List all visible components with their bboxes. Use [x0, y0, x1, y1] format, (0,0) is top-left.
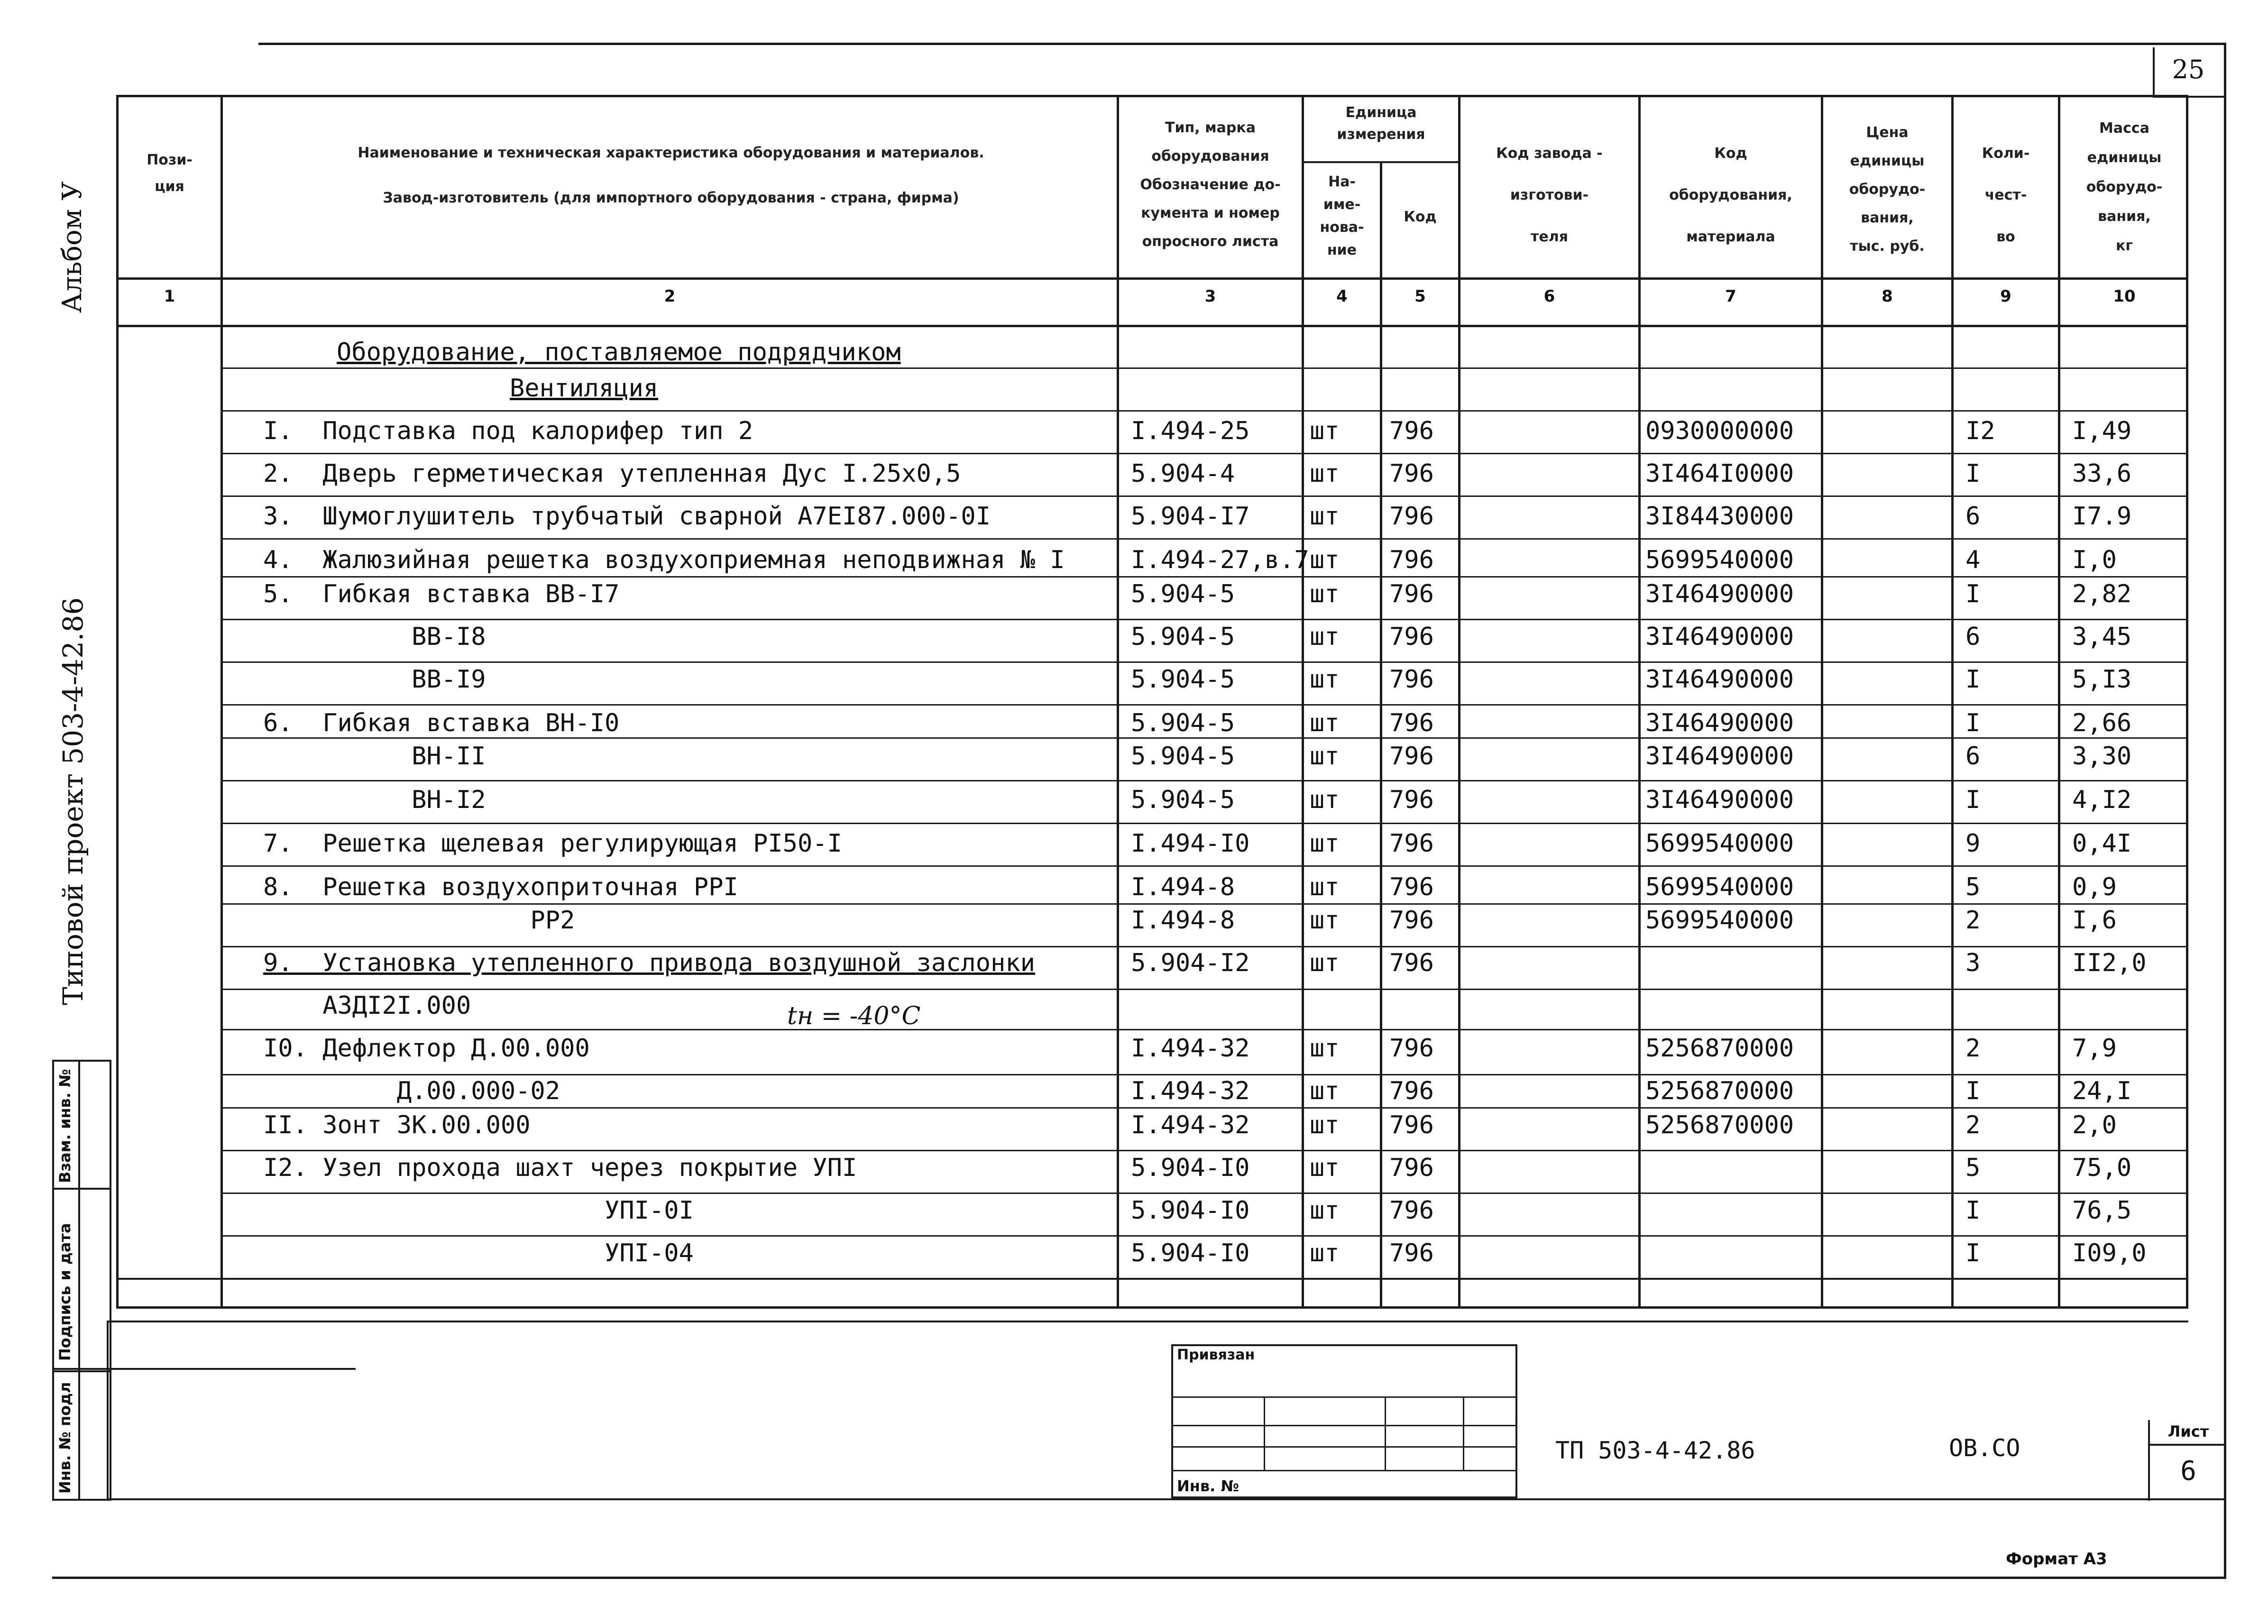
item-unit: шт — [1310, 1111, 1340, 1139]
side-stamp-divider — [78, 1060, 80, 1501]
item-doc: 5.904-5 — [1131, 709, 1235, 737]
side-stamp-h1 — [52, 1188, 111, 1190]
row-divider — [220, 903, 2188, 905]
item-unit: шт — [1310, 873, 1340, 901]
item-doc: I.494-32 — [1131, 1034, 1250, 1063]
item-doc: 5.904-I0 — [1131, 1239, 1250, 1267]
sheet-label: Лист — [2167, 1422, 2209, 1440]
header-col2-line2: Завод-изготовитель (для импортного оборудования - страна, фирма) — [383, 190, 959, 206]
item-unit: шт — [1310, 1196, 1340, 1225]
side-stamp-ext-top — [52, 1368, 356, 1370]
item-unit-code: 796 — [1389, 1154, 1434, 1182]
header-col10: Масса единицы оборудо- вания, кг — [2086, 120, 2163, 254]
item-mass: 33,6 — [2072, 459, 2132, 488]
item-quantity: 2 — [1965, 906, 1981, 935]
item-unit: шт — [1310, 906, 1340, 935]
item-doc: 5.904-I7 — [1131, 502, 1250, 531]
header-col2-line1: Наименование и техническая характеристика оборудования и материалов. — [358, 145, 984, 161]
item-equipment-code: 3I46490000 — [1645, 623, 1794, 651]
item-mass: 5,I3 — [2072, 665, 2132, 694]
item-unit-code: 796 — [1389, 1034, 1434, 1063]
row-divider — [220, 1193, 2188, 1194]
stamp-top-line — [107, 1321, 2188, 1322]
item-unit: шт — [1310, 417, 1340, 445]
item-mass: I7.9 — [2072, 502, 2132, 531]
item-name: 7. Решетка щелевая регулирующая PI50-I — [263, 829, 842, 858]
item-unit: шт — [1310, 1034, 1340, 1063]
item-unit-code: 796 — [1389, 786, 1434, 814]
item-doc: 5.904-5 — [1131, 742, 1235, 771]
item-doc: I.494-32 — [1131, 1077, 1250, 1105]
item-mass: 76,5 — [2072, 1196, 2132, 1225]
item-unit: шт — [1310, 1239, 1340, 1267]
item-unit-code: 796 — [1389, 665, 1434, 694]
item-doc: I.494-32 — [1131, 1111, 1250, 1139]
col-number-8: 8 — [1882, 287, 1893, 306]
header-col9: Коли- чест- во — [1982, 145, 2030, 245]
item-name: АЗДI2I.000 — [263, 991, 471, 1020]
header-col45-group: Единица измерения — [1337, 104, 1425, 143]
header-col8: Цена единицы оборудо- вания, тыс. руб. — [1849, 124, 1926, 255]
item-unit: шт — [1310, 786, 1340, 814]
item-unit-code: 796 — [1389, 1239, 1434, 1267]
item-doc: 5.904-I0 — [1131, 1154, 1250, 1182]
item-equipment-code: 5699540000 — [1645, 906, 1794, 935]
item-name: ВН-I2 — [263, 786, 486, 814]
item-unit-code: 796 — [1389, 1111, 1434, 1139]
item-mass: 0,9 — [2072, 873, 2117, 901]
item-unit: шт — [1310, 546, 1340, 574]
item-equipment-code: 5699540000 — [1645, 829, 1794, 858]
item-quantity: 9 — [1965, 829, 1981, 858]
item-mass: II2,0 — [2072, 949, 2147, 977]
item-mass: 3,30 — [2072, 742, 2132, 771]
item-doc: 5.904-5 — [1131, 623, 1235, 651]
header-col7: Код оборудования, материала — [1669, 145, 1792, 245]
item-name: 8. Решетка воздухоприточная PPI — [263, 873, 738, 901]
item-doc: 5.904-5 — [1131, 580, 1235, 608]
item-mass: I09,0 — [2072, 1239, 2147, 1267]
privyazan-v2 — [1385, 1396, 1386, 1470]
item-quantity: 6 — [1965, 742, 1981, 771]
inv-no-label: Инв. № — [1177, 1477, 1239, 1495]
col-number-3: 3 — [1204, 287, 1216, 306]
item-quantity: I — [1965, 786, 1981, 814]
item-mass: 24,I — [2072, 1077, 2132, 1105]
row-divider — [220, 865, 2188, 867]
item-doc: I.494-27,в.7 — [1131, 546, 1309, 574]
item-unit-code: 796 — [1389, 580, 1434, 608]
row-divider — [220, 989, 2188, 990]
item-mass: 2,66 — [2072, 709, 2132, 737]
item-unit: шт — [1310, 829, 1340, 858]
item-quantity: 6 — [1965, 623, 1981, 651]
item-quantity: I — [1965, 580, 1981, 608]
item-quantity: I — [1965, 1239, 1981, 1267]
item-name: 3. Шумоглушитель трубчатый сварной А7ЕI87.000-0I — [263, 502, 991, 531]
item-unit-code: 796 — [1389, 1196, 1434, 1225]
item-mass: 7,9 — [2072, 1034, 2117, 1063]
row-divider — [220, 823, 2188, 824]
item-unit: шт — [1310, 709, 1340, 737]
item-doc: 5.904-5 — [1131, 786, 1235, 814]
col-line-3 — [1302, 95, 1304, 1309]
temperature-note: tн = -40°С — [787, 1002, 921, 1030]
header-col4: На- име- нова- ние — [1320, 174, 1364, 258]
item-name: I0. Дефлектор Д.00.000 — [263, 1034, 590, 1063]
item-name: ВН-II — [263, 742, 486, 771]
row-divider — [220, 1150, 2188, 1151]
item-unit-code: 796 — [1389, 459, 1434, 488]
item-doc: 5.904-5 — [1131, 665, 1235, 694]
item-quantity: 2 — [1965, 1034, 1981, 1063]
item-quantity: 3 — [1965, 949, 1981, 977]
item-unit-code: 796 — [1389, 742, 1434, 771]
privyazan-h2 — [1171, 1425, 1517, 1426]
col-number-10: 10 — [2113, 287, 2136, 306]
subsection-title: Вентиляция — [510, 374, 659, 403]
item-unit: шт — [1310, 623, 1340, 651]
item-equipment-code: 0930000000 — [1645, 417, 1794, 445]
row-divider — [220, 1074, 2188, 1075]
stamp-left-line — [107, 1321, 109, 1501]
item-mass: 75,0 — [2072, 1154, 2132, 1182]
item-name: Д.00.000-02 — [263, 1077, 560, 1105]
item-unit: шт — [1310, 459, 1340, 488]
col-line-5 — [1458, 95, 1460, 1309]
col-line-1 — [220, 95, 223, 1309]
item-equipment-code: 3I46490000 — [1645, 709, 1794, 737]
item-unit: шт — [1310, 502, 1340, 531]
privyazan-h1 — [1171, 1396, 1517, 1398]
privyazan-h3 — [1171, 1446, 1517, 1448]
row-divider — [220, 538, 2188, 540]
bottom-border-line — [52, 1577, 2226, 1579]
item-name: 4. Жалюзийная решетка воздухоприемная неподвижная № I — [263, 546, 1065, 574]
subsection-row-line — [220, 410, 2188, 412]
format-label: Формат А3 — [2006, 1550, 2107, 1569]
item-quantity: I — [1965, 709, 1981, 737]
right-border-line — [2224, 43, 2226, 1579]
sheet-cell-mid — [2148, 1444, 2226, 1446]
col-number-6: 6 — [1543, 287, 1555, 306]
item-quantity: 5 — [1965, 873, 1981, 901]
item-unit-code: 796 — [1389, 1077, 1434, 1105]
item-mass: 4,I2 — [2072, 786, 2132, 814]
sheet-number: 25 — [2172, 55, 2205, 84]
sheet-cell-left — [2148, 1420, 2150, 1501]
row-divider — [220, 737, 2188, 739]
unit-group-line — [1302, 161, 1460, 163]
stamp-bottom-line — [107, 1498, 2226, 1500]
row-divider — [220, 780, 2188, 781]
item-unit-code: 796 — [1389, 417, 1434, 445]
col-line-2 — [1117, 95, 1119, 1309]
item-unit-code: 796 — [1389, 623, 1434, 651]
item-name: PP2 — [263, 906, 575, 935]
item-unit-code: 796 — [1389, 873, 1434, 901]
item-quantity: I — [1965, 459, 1981, 488]
item-equipment-code: 3I46490000 — [1645, 742, 1794, 771]
item-name: 6. Гибкая вставка ВН-I0 — [263, 709, 620, 737]
item-name: ВВ-I9 — [263, 665, 486, 694]
item-equipment-code: 3I84430000 — [1645, 502, 1794, 531]
item-unit-code: 796 — [1389, 829, 1434, 858]
item-equipment-code: 5699540000 — [1645, 873, 1794, 901]
item-mass: I,49 — [2072, 417, 2132, 445]
col-number-7: 7 — [1725, 287, 1736, 306]
row-divider — [220, 1235, 2188, 1237]
row-divider — [220, 946, 2188, 947]
item-name: 5. Гибкая вставка ВВ-I7 — [263, 580, 620, 608]
side-inv-label: Инв. № подл — [56, 1382, 74, 1494]
side-podpis-label: Подпись и дата — [56, 1223, 74, 1361]
item-unit-code: 796 — [1389, 906, 1434, 935]
item-equipment-code: 5256870000 — [1645, 1111, 1794, 1139]
project-label: Типовой проект 503-4-42.86 — [57, 597, 89, 1005]
privyazan-v3 — [1463, 1396, 1464, 1470]
sheet-box-left — [2153, 47, 2155, 97]
item-quantity: 2 — [1965, 1111, 1981, 1139]
header-col3: Тип, марка оборудования Обозначение до- кумента и номер опросного листа — [1140, 119, 1281, 250]
side-stamp-h2 — [52, 1370, 111, 1372]
row-divider — [220, 1029, 2188, 1030]
item-unit: шт — [1310, 949, 1340, 977]
section-row-line — [220, 367, 2188, 369]
item-unit: шт — [1310, 665, 1340, 694]
row-divider — [220, 495, 2188, 497]
row-divider — [220, 619, 2188, 620]
col-number-4: 4 — [1336, 287, 1348, 306]
item-name: УПI-04 — [263, 1239, 694, 1267]
item-quantity: I — [1965, 1196, 1981, 1225]
item-equipment-code: 3I46490000 — [1645, 786, 1794, 814]
section-title: Оборудование, поставляемое подрядчиком — [337, 338, 901, 367]
header-col1: Пози- ция — [147, 152, 193, 195]
item-unit-code: 796 — [1389, 709, 1434, 737]
item-name: I2. Узел прохода шахт через покрытие УПI — [263, 1154, 857, 1182]
privyazan-box — [1171, 1344, 1517, 1498]
item-quantity: 4 — [1965, 546, 1981, 574]
item-mass: 3,45 — [2072, 623, 2132, 651]
col-number-5: 5 — [1414, 287, 1426, 306]
col-number-2: 2 — [664, 287, 676, 306]
item-unit: шт — [1310, 580, 1340, 608]
item-unit-code: 796 — [1389, 949, 1434, 977]
item-name: УПI-0I — [263, 1196, 694, 1225]
item-quantity: 6 — [1965, 502, 1981, 531]
side-vzam-label: Взам. инв. № — [56, 1069, 74, 1183]
item-mass: 2,82 — [2072, 580, 2132, 608]
item-unit: шт — [1310, 742, 1340, 771]
album-label: Альбом У — [57, 181, 88, 313]
item-name: 2. Дверь герметическая утепленная Дус I.25x0,5 — [263, 459, 961, 488]
item-equipment-code: 5256870000 — [1645, 1077, 1794, 1105]
item-unit-code: 796 — [1389, 502, 1434, 531]
privyazan-v1 — [1264, 1396, 1265, 1470]
header-col6: Код завода - изготови- теля — [1496, 145, 1603, 245]
item-mass: I,0 — [2072, 546, 2117, 574]
item-quantity: 5 — [1965, 1154, 1981, 1182]
col-line-6 — [1638, 95, 1641, 1309]
item-equipment-code: 5699540000 — [1645, 546, 1794, 574]
item-quantity: I — [1965, 665, 1981, 694]
table-bottom-inner-line — [116, 1278, 2188, 1280]
item-mass: 2,0 — [2072, 1111, 2117, 1139]
item-equipment-code: 5256870000 — [1645, 1034, 1794, 1063]
item-quantity: I2 — [1965, 417, 1995, 445]
item-doc: I.494-8 — [1131, 906, 1235, 935]
row-divider — [220, 453, 2188, 454]
row-divider — [220, 704, 2188, 706]
header-col5: Код — [1404, 209, 1437, 225]
item-unit: шт — [1310, 1077, 1340, 1105]
sheet-value: 6 — [2180, 1456, 2196, 1486]
item-doc: I.494-25 — [1131, 417, 1250, 445]
document-mark: ОВ.СО — [1949, 1434, 2020, 1462]
item-doc: 5.904-I2 — [1131, 949, 1250, 977]
item-mass: 0,4I — [2072, 829, 2132, 858]
item-mass: I,6 — [2072, 906, 2117, 935]
item-name: 9. Установка утепленного привода воздушной заслонки — [263, 949, 1035, 977]
row-divider — [220, 1107, 2188, 1109]
item-doc: I.494-I0 — [1131, 829, 1250, 858]
item-name: ВВ-I8 — [263, 623, 486, 651]
col-line-4 — [1380, 161, 1382, 1309]
item-doc: I.494-8 — [1131, 873, 1235, 901]
row-divider — [220, 661, 2188, 663]
row-divider — [220, 576, 2188, 578]
designation: ТП 503-4-42.86 — [1555, 1437, 1755, 1464]
item-doc: 5.904-I0 — [1131, 1196, 1250, 1225]
col-number-1: 1 — [164, 287, 175, 306]
header-bottom-line — [116, 277, 2188, 280]
col-number-9: 9 — [2000, 287, 2011, 306]
item-unit-code: 796 — [1389, 546, 1434, 574]
privyazan-label: Привязан — [1177, 1347, 1255, 1363]
col-line-7 — [1821, 95, 1823, 1309]
item-quantity: I — [1965, 1077, 1981, 1105]
item-unit: шт — [1310, 1154, 1340, 1182]
item-name: II. Зонт ЗК.00.000 — [263, 1111, 531, 1139]
item-equipment-code: 3I46490000 — [1645, 580, 1794, 608]
item-equipment-code: 3I464I0000 — [1645, 459, 1794, 488]
item-name: I. Подставка под калорифер тип 2 — [263, 417, 753, 445]
col-line-8 — [1951, 95, 1954, 1309]
privyazan-h4 — [1171, 1470, 1517, 1471]
col-line-9 — [2058, 95, 2060, 1309]
top-border-line — [258, 43, 2226, 45]
item-equipment-code: 3I46490000 — [1645, 665, 1794, 694]
number-row-bottom-line — [116, 325, 2188, 327]
item-doc: 5.904-4 — [1131, 459, 1235, 488]
